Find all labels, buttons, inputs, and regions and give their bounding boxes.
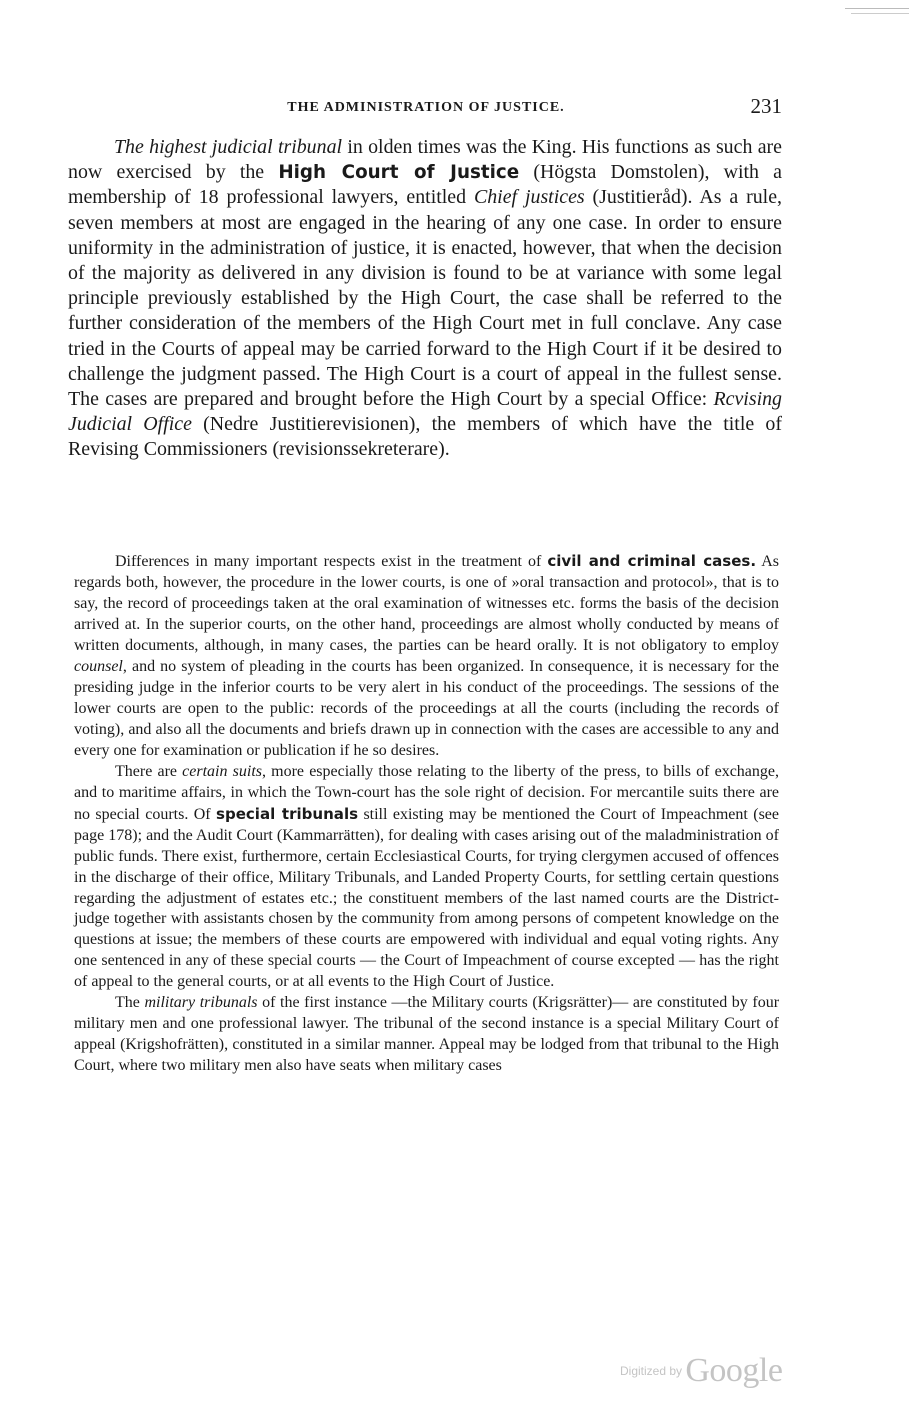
scan-edge-mark-secondary bbox=[851, 13, 909, 14]
p3-emphasis-military-tribunals: military tribunals bbox=[144, 994, 258, 1012]
lead-emphasis-highest-tribunal: The highest judicial tribunal bbox=[114, 136, 343, 158]
p1-term-civil-criminal: civil and criminal cases. bbox=[547, 552, 757, 570]
running-title: THE ADMINISTRATION OF JUSTICE. bbox=[287, 100, 565, 115]
paragraph-military-tribunals bbox=[74, 993, 779, 1077]
lead-paragraph bbox=[68, 135, 782, 463]
lead-term-high-court: High Court of Justice bbox=[278, 162, 520, 184]
page-number: 231 bbox=[750, 94, 782, 118]
p2-emphasis-certain-suits: certain suits bbox=[182, 762, 262, 780]
p2-text-3: still existing may be mentioned the Court of Impeachment (see page 178); and the Audit Court (Kammarrätten), for dealing with cases arising out of the maladministration of public funds. There exist, furthermore, certain Ecclesiastical Courts, for trying clergymen accused of offences in the discharge of their office, Military Tribunals, and Landed Property Courts, for settling certain questions regarding the adjustment of estates etc.; the constituent members of the last named courts are the District-judge together with assistants chosen by the community from among persons of competent knowledge on the questions at issue; the members of these courts are empowered with individual and equal voting rights. Any one sentenced in any of these special courts — the Court of Impeachment of course excepted — has the right of appeal to the general courts, or at all events to the High Court of Justice. bbox=[74, 805, 780, 991]
p2-term-special-tribunals: special tribunals bbox=[216, 804, 359, 823]
p2-text-2: , more especially those relating to the liberty of the press, to bills of exchange, and to maritime affairs, in which the Town-court has the sole right of decision. For mercantile suits there are no special courts. Of bbox=[74, 762, 779, 823]
p3-text-1: The bbox=[115, 994, 145, 1012]
lead-text-3: (Justitieråd). As a rule, seven members at most are engaged in the hearing of any one case. In order to ensure uniformity in the administration of justice, it is enacted, however, that when the decision of the majority as delivered in any division is found to be at variance with some legal principle previously established by the High Court, the case shall be referred to the further consideration of the members of the High Court met in full conclave. Any case tried in the Courts of appeal may be carried forward to the High Court if it be desired to challenge the judgment passed. The High Court is a court of appeal in the fullest sense. The cases are prepared and brought before the High Court by a special Office: bbox=[68, 186, 782, 411]
body-text bbox=[74, 551, 779, 1077]
lead-emphasis-revising-office: Rcvising Judicial Office bbox=[68, 388, 782, 436]
lead-text-2: (Högsta Domstolen), with a membership of 18 professional lawyers, entitled bbox=[68, 161, 782, 209]
watermark-prefix: Digitized by bbox=[620, 1364, 686, 1378]
page-header bbox=[70, 94, 782, 122]
p1-text-3: , and no system of pleading in the courts has been organized. In consequence, it is necessary for the presiding judge in the inferior courts to be very alert in his conduct of the proceedings. The sessions of the lower courts are open to the public: records of the proceedings at all the courts (including the records of voting), and also all the documents and briefs drawn up in connection with the cases are accessible to any and every one for examination or publication if he so desires. bbox=[74, 657, 779, 759]
paragraph-special-tribunals bbox=[74, 762, 779, 994]
lead-text-1: in olden times was the King. His functions as such are now exercised by the bbox=[68, 136, 782, 184]
p2-text-1: There are bbox=[115, 762, 183, 780]
scan-edge-mark bbox=[845, 8, 909, 9]
lead-text-4: (Nedre Justitierevisionen), the members of which have the title of Revising Commissioners (revisionssekreterare). bbox=[68, 413, 782, 461]
watermark-brand: Google bbox=[685, 1352, 783, 1389]
paragraph-civil-criminal bbox=[74, 551, 779, 762]
lead-emphasis-chief-justices: Chief justices bbox=[473, 186, 585, 209]
p3-text-2: of the first instance —the Military courts (Krigsrätter)— are constituted by four military men and one professional lawyer. The tribunal of the second instance is a special Military Court of appeal (Krigshofrätten), constituted in a similar manner. Appeal may be lodged from that tribunal to the High Court, where two military men also have seats when military cases bbox=[74, 994, 780, 1075]
p1-text-1: Differences in many important respects exist in the treatment of bbox=[115, 553, 548, 570]
digitized-watermark bbox=[620, 1352, 782, 1392]
p1-text-2: As regards both, however, the procedure in the lower courts, is one of »oral transaction and protocol», that is to say, the record of proceedings taken at the oral examination of witnesses etc. forms the basis of the decision arrived at. In the superior courts, on the other hand, proceedings are almost wholly conducted by means of written documents, although, in many cases, the parties can be heard orally. It is not obligatory to employ bbox=[74, 553, 780, 654]
p1-emphasis-counsel: counsel bbox=[74, 657, 123, 675]
